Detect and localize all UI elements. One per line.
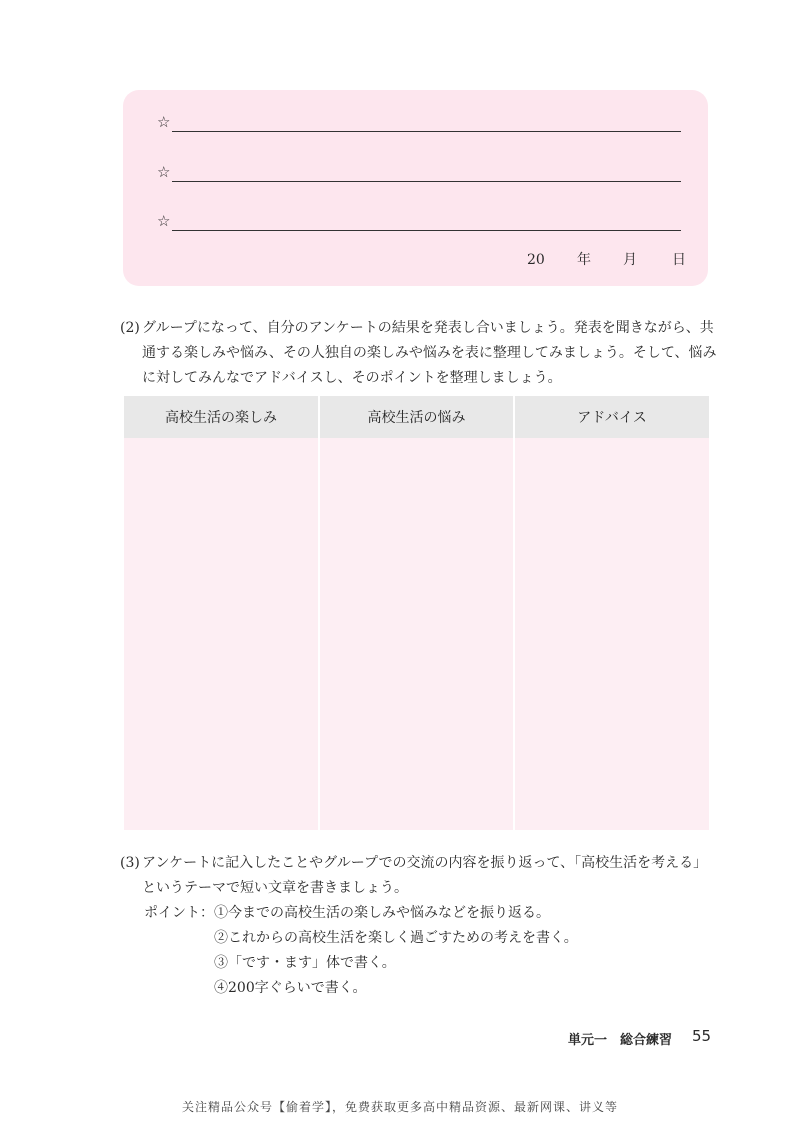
- point-item: ④200字ぐらいで書く。: [214, 980, 367, 996]
- point-item: ①今までの高校生活の楽しみや悩みなどを振り返る。: [214, 905, 550, 921]
- section-3-number: (3): [120, 855, 140, 871]
- enjoyment-cell[interactable]: [124, 438, 319, 830]
- worries-cell[interactable]: [319, 438, 514, 830]
- memo-line-1[interactable]: [157, 112, 681, 132]
- star-icon: ☆: [157, 212, 171, 230]
- section-2-instructions: [120, 316, 720, 391]
- date-year-prefix: 20: [527, 252, 545, 268]
- unit-title: 単元一 総合練習: [568, 1033, 673, 1048]
- section-2-number: (2): [120, 320, 140, 336]
- column-header-advice: アドバイス: [514, 396, 709, 438]
- write-line: [172, 230, 681, 231]
- star-icon: ☆: [157, 163, 171, 181]
- section-2-text: グループになって、自分のアンケートの結果を発表し合いましょう。発表を聞きながら、共通する楽しみや悩み、その人独自の楽しみや悩みを表に整理してみましょう。そして、悩みに対してみんなでアドバイスし、そのポイントを整理しましょう。: [142, 320, 717, 386]
- date-day-label: 日: [672, 252, 686, 268]
- section-3-instructions: [120, 851, 720, 901]
- points-label: ポイント：: [144, 905, 214, 921]
- write-line: [172, 181, 681, 182]
- date-month-label: 月: [623, 252, 637, 268]
- column-header-worries: 高校生活の悩み: [319, 396, 514, 438]
- write-line: [172, 131, 681, 132]
- column-header-enjoyment: 高校生活の楽しみ: [124, 396, 319, 438]
- organizer-table: [124, 396, 709, 830]
- advice-cell[interactable]: [514, 438, 709, 830]
- point-item: ②これからの高校生活を楽しく過ごすための考えを書く。: [214, 930, 578, 946]
- footer-notice: 关注精品公众号【偷着学】，免费获取更多高中精品资源、最新网课、讲义等: [181, 1100, 618, 1114]
- star-icon: ☆: [157, 113, 171, 131]
- page-number: 55: [692, 1027, 712, 1045]
- section-3-text: アンケートに記入したことやグループでの交流の内容を振り返って、「高校生活を考える」というテーマで短い文章を書きましょう。: [142, 855, 708, 896]
- date-year-label: 年: [577, 252, 591, 268]
- memo-line-3[interactable]: [157, 211, 681, 231]
- memo-line-2[interactable]: [157, 162, 681, 182]
- point-item: ③「です・ます」体で書く。: [214, 955, 396, 971]
